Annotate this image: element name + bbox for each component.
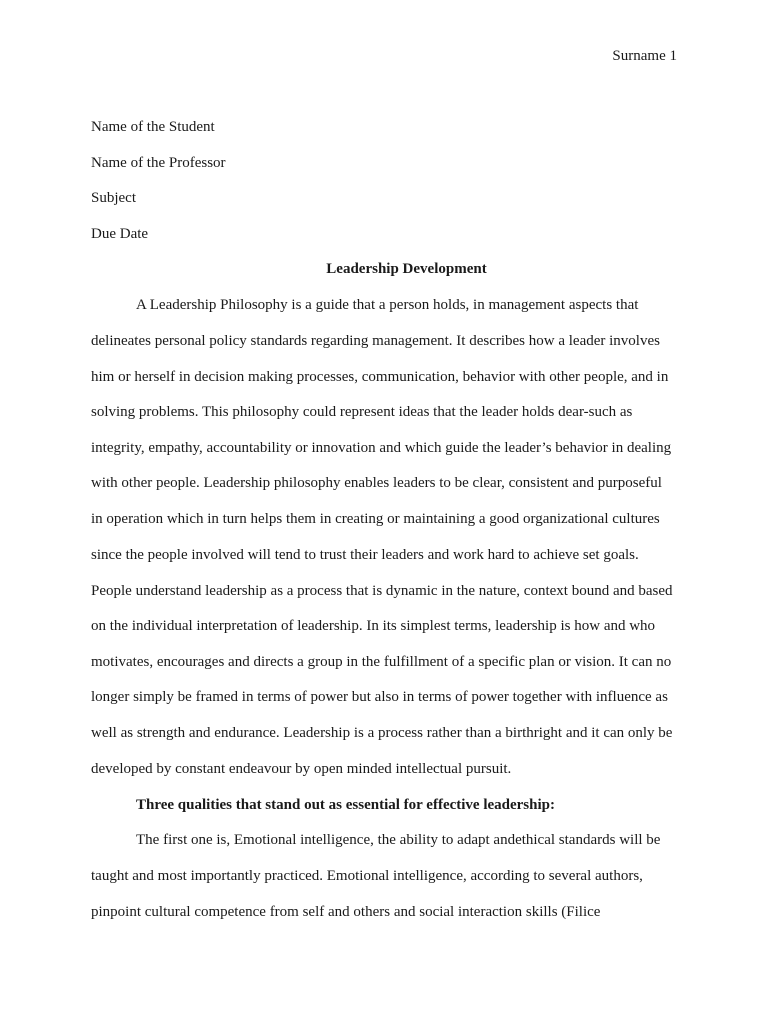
paragraph-line: longer simply be framed in terms of power but also in terms of power together with influence as — [91, 689, 668, 705]
student-name: Name of the Student — [91, 119, 215, 135]
running-head: Surname 1 — [612, 48, 677, 64]
document-title: Leadership Development — [326, 261, 487, 277]
subject-line: Subject — [91, 190, 136, 206]
paragraph-line: him or herself in decision making processes, communication, behavior with other people, and in — [91, 369, 669, 385]
paragraph-line: in operation which in turn helps them in creating or maintaining a good organizational cultures — [91, 511, 660, 527]
paragraph-line: A Leadership Philosophy is a guide that a person holds, in management aspects that — [136, 297, 639, 313]
paragraph-line: delineates personal policy standards regarding management. It describes how a leader involves — [91, 333, 660, 349]
paragraph-line: on the individual interpretation of leadership. In its simplest terms, leadership is how and who — [91, 618, 656, 634]
due-date-line: Due Date — [91, 226, 149, 242]
paragraph-line: The first one is, Emotional intelligence, the ability to adapt andethical standards will be — [136, 832, 661, 848]
paragraph-line: pinpoint cultural competence from self and others and social interaction skills (Filice — [91, 904, 601, 920]
paragraph-line: integrity, empathy, accountability or innovation and which guide the leader’s behavior in dealing — [91, 440, 672, 456]
professor-name: Name of the Professor — [91, 155, 226, 171]
section-subheading: Three qualities that stand out as essential for effective leadership: — [136, 797, 555, 813]
paragraph-line: developed by constant endeavour by open minded intellectual pursuit. — [91, 761, 512, 777]
paragraph-line: well as strength and endurance. Leadership is a process rather than a birthright and it can only be — [91, 725, 673, 741]
paragraph-line: taught and most importantly practiced. Emotional intelligence, according to several authors, — [91, 868, 643, 884]
paragraph-line: since the people involved will tend to trust their leaders and work hard to achieve set goals. — [91, 547, 639, 563]
paragraph-line: People understand leadership as a process that is dynamic in the nature, context bound and based — [91, 583, 673, 599]
paragraph-line: motivates, encourages and directs a group in the fulfillment of a specific plan or vision. It can no — [91, 654, 672, 670]
paragraph-line: solving problems. This philosophy could represent ideas that the leader holds dear-such as — [91, 404, 633, 420]
paragraph-line: with other people. Leadership philosophy enables leaders to be clear, consistent and purposeful — [91, 475, 662, 491]
